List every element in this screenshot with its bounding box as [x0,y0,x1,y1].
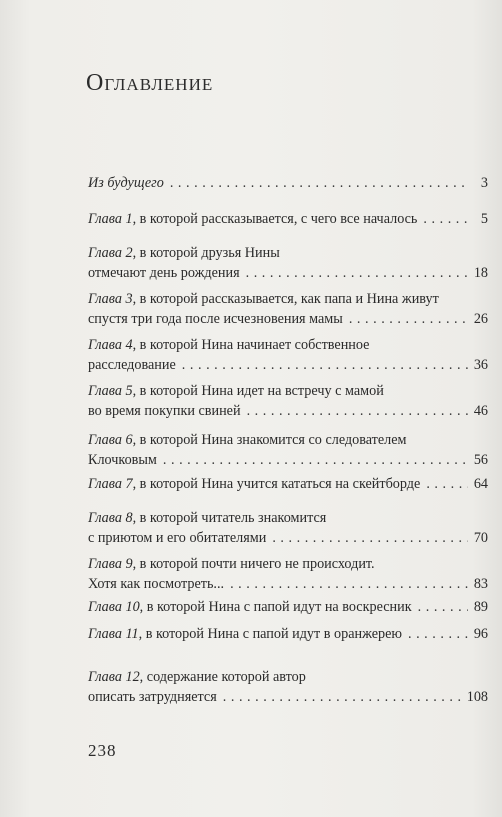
toc-entry-title [88,381,384,401]
toc-entry-title [88,289,439,309]
dot-leader [230,574,468,594]
dot-leader [272,528,467,548]
toc-entry-title [88,430,407,450]
chapter-label: Глава 9 [88,556,133,572]
chapter-label: Глава 11 [88,626,139,642]
toc-entry-title [88,335,369,355]
chapter-description-continued: описать затрудняется [88,689,217,705]
chapter-label: Глава 12 [88,669,140,685]
dot-leader [182,355,468,375]
toc-page-number: 46 [473,403,488,419]
chapter-description: , в которой Нина с папой идут в оранжерею [138,626,402,642]
dot-leader [223,687,461,707]
toc-entry [88,667,488,707]
toc-page-number: 5 [480,211,488,227]
chapter-description: , в которой Нина идет на встречу с мамой [132,383,384,399]
chapter-description: , в которой читатель знакомится [132,510,327,526]
dot-leader [423,209,468,229]
dot-leader [170,173,468,193]
toc-page-number: 89 [473,599,488,615]
toc-entry [88,430,488,470]
toc-page-number: 64 [473,476,488,492]
dot-leader [246,263,468,283]
chapter-label: Глава 4 [88,337,133,353]
toc-entry-title [88,508,326,528]
toc-entry-title [88,173,164,193]
chapter-label: Глава 3 [88,291,133,307]
chapter-description-continued: с приютом и его обитателями [88,530,267,546]
chapter-label: Глава 7 [88,476,133,492]
dot-leader [418,597,468,617]
chapter-description: , в которой Нина начинает собственное [132,337,370,353]
toc-entry-title [88,624,402,644]
chapter-description-continued: спустя три года после исчезновения мамы [88,311,343,327]
chapter-description: , в которой почти ничего не происходит. [132,556,375,572]
chapter-description-continued: Клочковым [88,452,157,468]
toc-entry [88,243,488,283]
chapter-label: Глава 10 [88,599,140,615]
page-number: 238 [88,741,117,760]
toc-entry-title [88,554,375,574]
toc-page-number: 96 [473,626,488,642]
toc-entry [88,381,488,421]
toc-page-number: 3 [480,175,488,191]
toc-entry [88,173,488,193]
dot-leader [408,624,468,644]
toc-entry [88,209,488,229]
chapter-description-continued: расследование [88,357,176,373]
chapter-description: , в которой рассказывается, с чего все началось [132,211,418,227]
chapter-label: Глава 8 [88,510,133,526]
toc-entry [88,554,488,594]
toc-entry [88,508,488,548]
toc-entry-title [88,474,420,494]
toc-entry [88,474,488,494]
toc-entry-title [88,209,417,229]
chapter-description: , в которой Нина учится кататься на скейтборде [132,476,421,492]
dot-leader [426,474,467,494]
chapter-description-continued: во время покупки свиней [88,403,241,419]
chapter-label: Из будущего [88,175,164,191]
toc-entry-title [88,667,306,687]
chapter-description: , в которой Нина с папой идут на воскресник [139,599,412,615]
toc-entry-title [88,243,280,263]
toc-entry-title [88,597,412,617]
chapter-label: Глава 2 [88,245,133,261]
chapter-description: , в которой Нина знакомится со следователем [132,432,407,448]
chapter-description-continued: Хотя как посмотреть... [88,576,225,592]
chapter-description: , в которой друзья Нины [132,245,280,261]
chapter-description-continued: отмечают день рождения [88,265,240,281]
chapter-description: , в которой рассказывается, как папа и Нина живут [132,291,439,307]
toc-page-number: 83 [473,576,488,592]
toc-page-number: 108 [466,689,488,705]
toc-page-number: 26 [473,311,488,327]
chapter-label: Глава 6 [88,432,133,448]
toc-entry [88,597,488,617]
dot-leader [163,450,468,470]
page-title: Оглавление [86,70,214,96]
chapter-label: Глава 1 [88,211,133,227]
toc-page-number: 70 [473,530,488,546]
toc-entry [88,624,488,644]
dot-leader [247,401,468,421]
toc-page-number: 36 [473,357,488,373]
dot-leader [349,309,468,329]
toc-entry [88,289,488,329]
toc-page-number: 18 [473,265,488,281]
toc-entry [88,335,488,375]
toc-page-number: 56 [473,452,488,468]
chapter-label: Глава 5 [88,383,133,399]
chapter-description: , содержание которой автор [139,669,306,685]
